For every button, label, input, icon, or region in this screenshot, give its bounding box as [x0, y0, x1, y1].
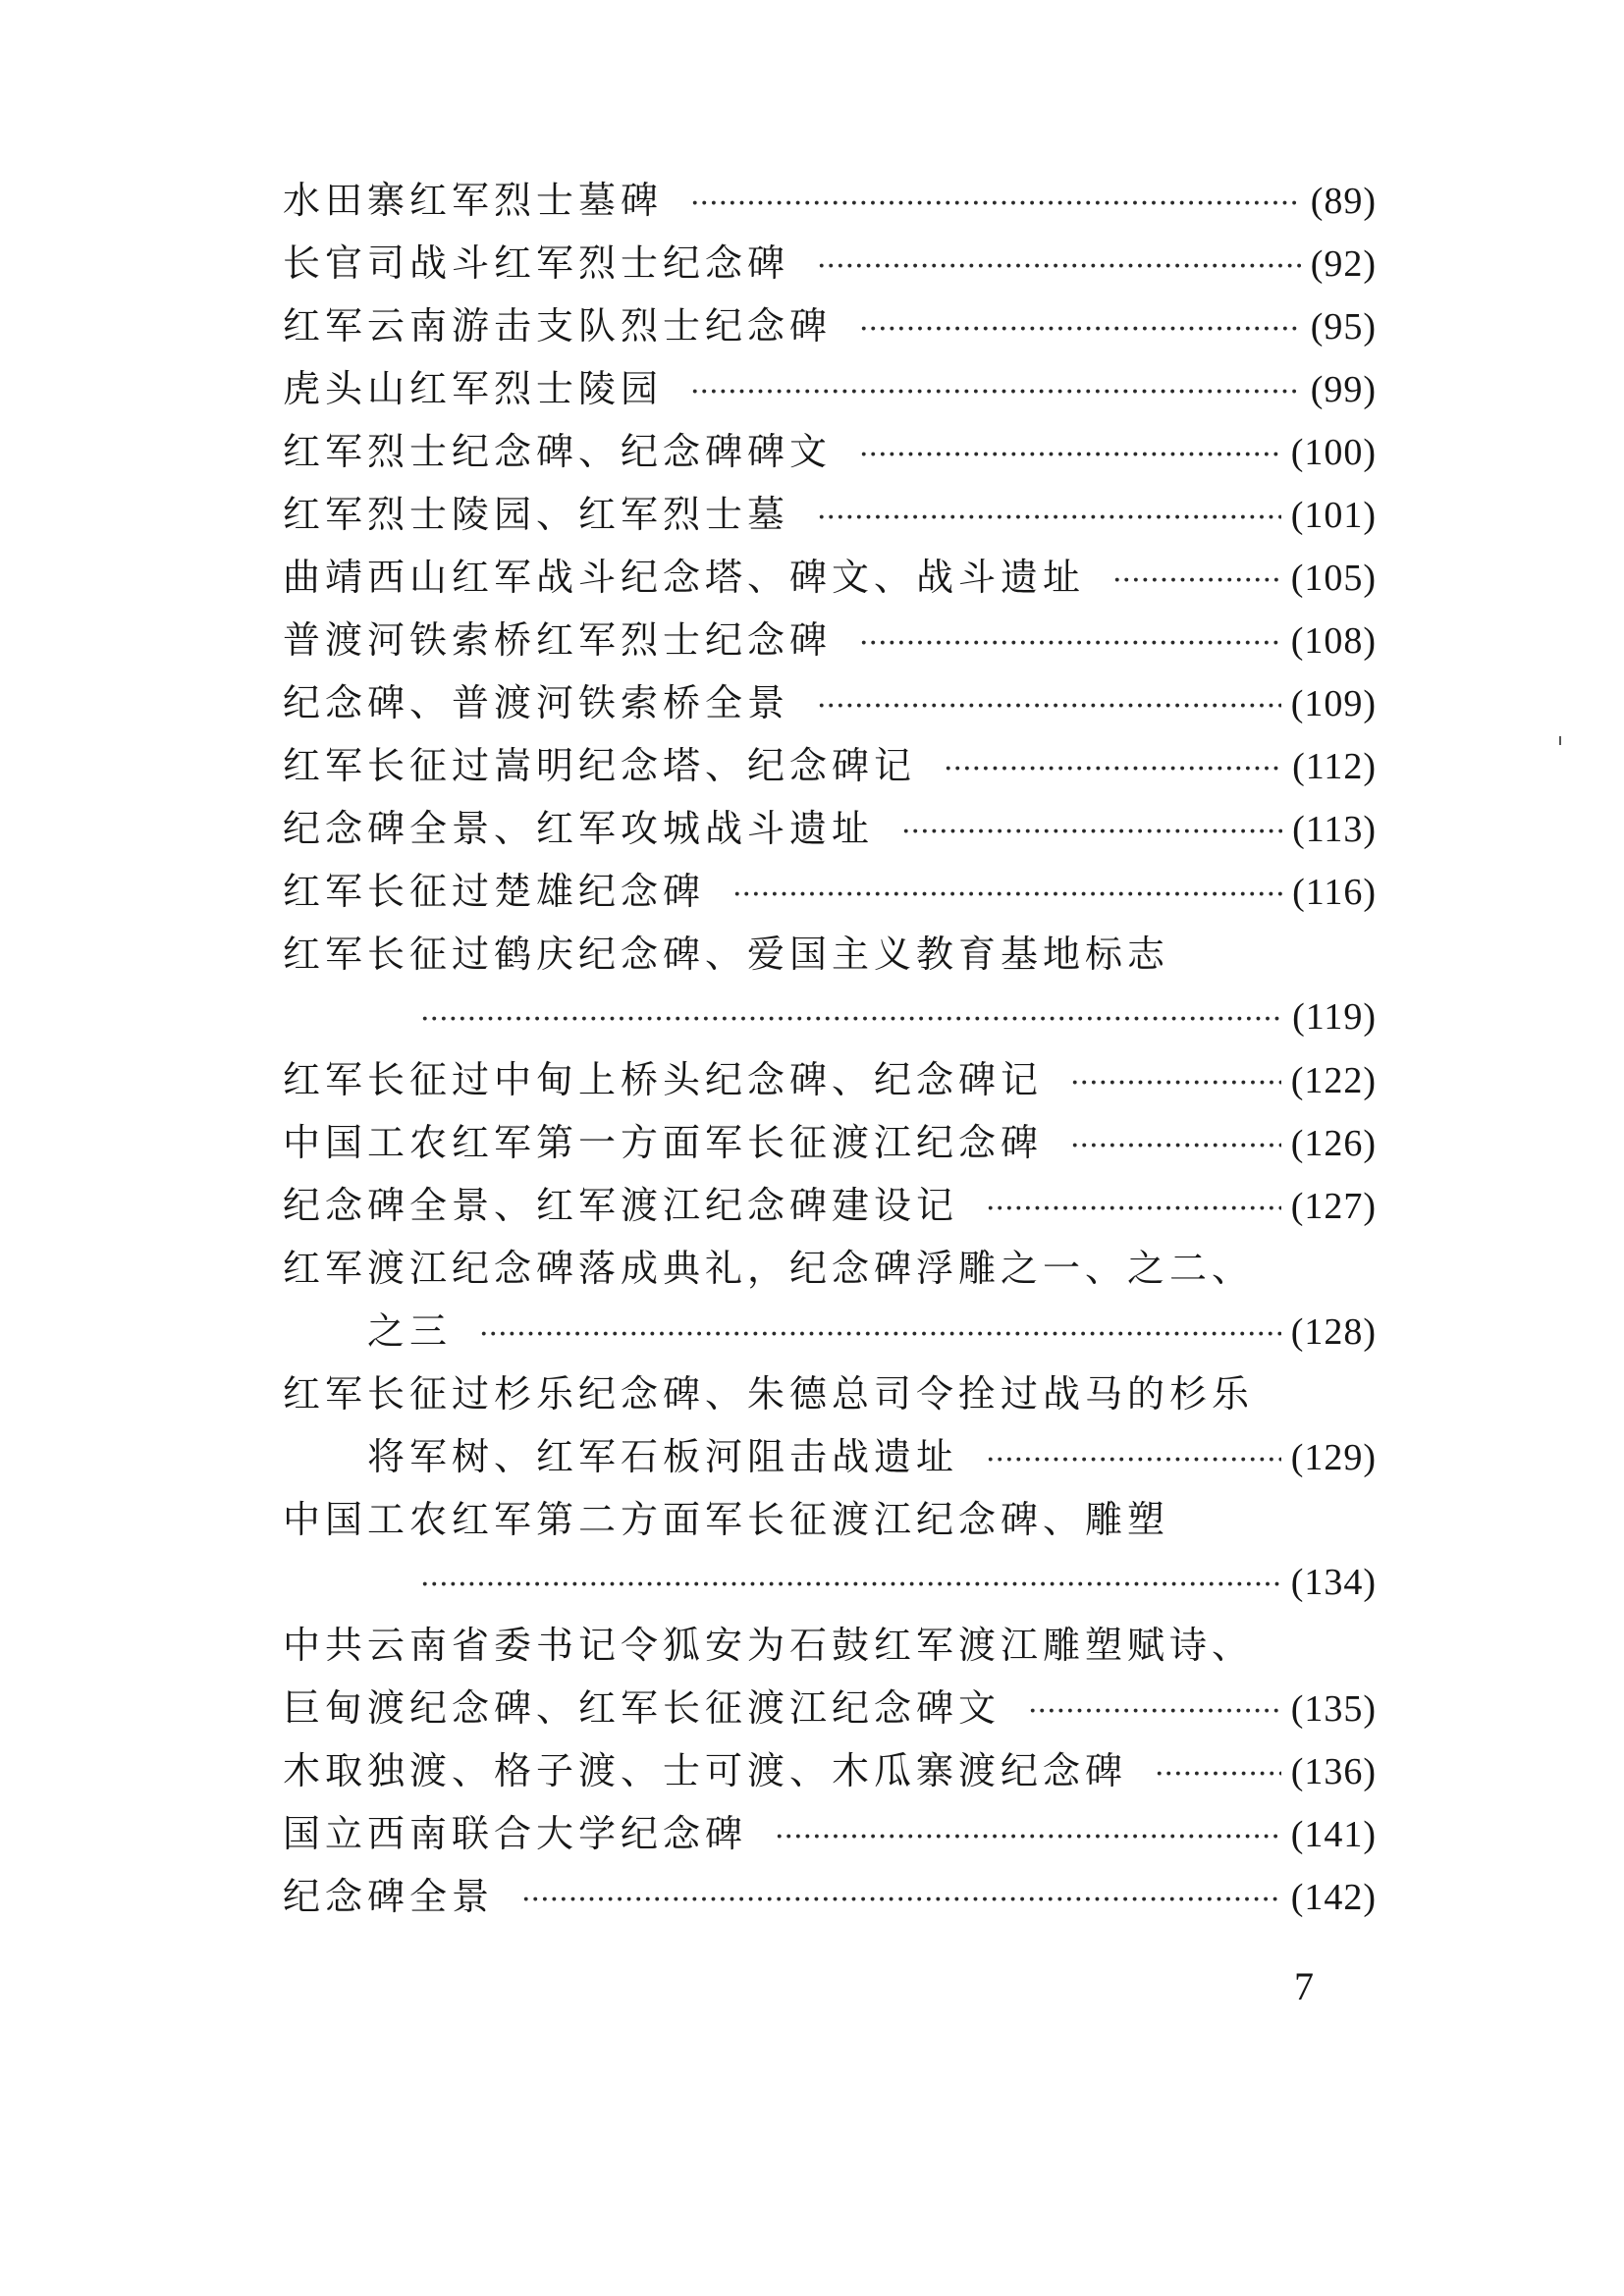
leader-dots [420, 1554, 1281, 1617]
toc-entry [283, 357, 1377, 420]
leader-dots [859, 424, 1281, 487]
toc-entry-title: 红军云南游击支队烈士纪念碑 [283, 304, 833, 347]
leader-dots [521, 1869, 1281, 1932]
scan-mark [1559, 736, 1561, 745]
toc-entry-page: (128) [1290, 1311, 1377, 1353]
toc-entry-page: (105) [1290, 558, 1377, 599]
toc-entry-page: (112) [1292, 746, 1377, 787]
toc-entry [283, 1865, 1377, 1928]
toc-entry-title: 红军长征过杉乐纪念碑、朱德总司令拴过战马的杉乐 [283, 1372, 1255, 1415]
leader-dots [817, 487, 1281, 550]
toc-entry-title-continued: 之三 [367, 1309, 453, 1353]
toc-entry [283, 483, 1377, 546]
leader-dots [420, 988, 1282, 1051]
toc-entry-title: 中国工农红军第一方面军长征渡江纪念碑 [283, 1121, 1044, 1164]
toc-entry-title: 红军长征过嵩明纪念塔、纪念碑记 [283, 744, 917, 787]
toc-entry-title: 红军烈士陵园、红军烈士墓 [283, 493, 790, 536]
leader-dots [859, 613, 1281, 675]
toc-entry [283, 734, 1377, 797]
leader-dots [1070, 1115, 1281, 1178]
toc-entry-page: (95) [1310, 306, 1377, 347]
toc-entry-title-line [283, 1488, 1377, 1551]
leader-dots [944, 738, 1282, 801]
leader-dots [1028, 1681, 1281, 1743]
toc-entry [283, 1111, 1377, 1174]
toc-entry-title: 红军长征过楚雄纪念碑 [283, 870, 706, 913]
leader-dots [1155, 1743, 1281, 1806]
toc-entry-page: (129) [1290, 1437, 1377, 1478]
toc-entry [283, 860, 1377, 923]
table-of-contents [283, 169, 1377, 1928]
leader-dots [690, 173, 1301, 236]
toc-entry-page: (135) [1290, 1688, 1377, 1730]
toc-entry [283, 609, 1377, 671]
leader-dots [775, 1806, 1281, 1869]
toc-entry-title: 红军烈士纪念碑、纪念碑碑文 [283, 430, 833, 473]
toc-entry-page: (136) [1290, 1751, 1377, 1792]
toc-entry-title-continued: 巨甸渡纪念碑、红军长征渡江纪念碑文 [283, 1686, 1001, 1730]
toc-entry-page: (116) [1292, 872, 1377, 913]
leader-dots [859, 298, 1301, 361]
toc-entry [283, 1048, 1377, 1111]
leader-dots [732, 864, 1282, 927]
leader-dots [479, 1304, 1281, 1366]
toc-entry-continuation [283, 1300, 1377, 1362]
toc-entry-title: 纪念碑、普渡河铁索桥全景 [283, 681, 790, 724]
toc-entry-title: 中共云南省委书记令狐安为石鼓红军渡江雕塑赋诗、 [283, 1624, 1255, 1667]
toc-entry [283, 420, 1377, 483]
toc-entry-title: 纪念碑全景、红军渡江纪念碑建设记 [283, 1184, 959, 1227]
toc-entry [283, 797, 1377, 860]
toc-entry-continuation [283, 1425, 1377, 1488]
toc-entry [283, 169, 1377, 232]
toc-entry-page: (100) [1290, 432, 1377, 473]
leader-dots [817, 675, 1281, 738]
toc-entry-page: (142) [1290, 1877, 1377, 1918]
toc-entry-page: (101) [1290, 495, 1377, 536]
toc-entry-title-line [283, 1614, 1377, 1677]
toc-entry-title: 纪念碑全景、红军攻城战斗遗址 [283, 807, 875, 850]
toc-entry-title-line [283, 1237, 1377, 1300]
toc-entry [283, 546, 1377, 609]
toc-entry [283, 1739, 1377, 1802]
toc-entry-title: 普渡河铁索桥红军烈士纪念碑 [283, 618, 833, 662]
toc-entry-page: (92) [1310, 243, 1377, 285]
toc-entry-title: 纪念碑全景 [283, 1875, 495, 1918]
toc-entry-page: (122) [1290, 1060, 1377, 1101]
toc-entry-page: (99) [1310, 369, 1377, 410]
toc-entry-leader-line [283, 1551, 1377, 1614]
toc-entry-title: 红军长征过中甸上桥头纪念碑、纪念碑记 [283, 1058, 1044, 1101]
toc-entry-title: 虎头山红军烈士陵园 [283, 367, 664, 410]
toc-entry [283, 1802, 1377, 1865]
toc-entry-page: (127) [1290, 1186, 1377, 1227]
leader-dots [1112, 550, 1281, 613]
leader-dots [901, 801, 1282, 864]
toc-entry-title: 水田寨红军烈士墓碑 [283, 179, 664, 222]
toc-entry-leader-line [283, 986, 1377, 1048]
toc-entry-title-continued: 将军树、红军石板河阻击战遗址 [367, 1435, 959, 1478]
leader-dots [817, 236, 1301, 298]
toc-entry [283, 1174, 1377, 1237]
page-number: 7 [1294, 1964, 1314, 2008]
leader-dots [986, 1178, 1281, 1241]
leader-dots [690, 361, 1301, 424]
toc-entry-title: 曲靖西山红军战斗纪念塔、碑文、战斗遗址 [283, 556, 1086, 599]
toc-entry-title: 木取独渡、格子渡、士可渡、木瓜寨渡纪念碑 [283, 1749, 1128, 1792]
toc-entry [283, 671, 1377, 734]
toc-entry-page: (109) [1290, 683, 1377, 724]
toc-entry-title-line [283, 923, 1377, 986]
toc-entry-page: (108) [1290, 620, 1377, 662]
toc-entry-title: 中国工农红军第二方面军长征渡江纪念碑、雕塑 [283, 1498, 1170, 1541]
toc-entry-title-line [283, 1362, 1377, 1425]
leader-dots [1070, 1052, 1281, 1115]
toc-entry-title: 国立西南联合大学纪念碑 [283, 1812, 748, 1855]
toc-entry-title: 长官司战斗红军烈士纪念碑 [283, 241, 790, 285]
toc-entry-page: (134) [1290, 1562, 1377, 1603]
toc-entry-page: (89) [1310, 181, 1377, 222]
toc-entry-page: (119) [1292, 996, 1377, 1038]
toc-entry-page: (126) [1290, 1123, 1377, 1164]
leader-dots [986, 1429, 1281, 1492]
toc-entry [283, 294, 1377, 357]
toc-entry-page: (141) [1290, 1814, 1377, 1855]
toc-entry-continuation [283, 1677, 1377, 1739]
toc-entry-title: 红军渡江纪念碑落成典礼，纪念碑浮雕之一、之二、 [283, 1247, 1255, 1290]
toc-entry-page: (113) [1292, 809, 1377, 850]
toc-entry-title: 红军长征过鹤庆纪念碑、爱国主义教育基地标志 [283, 933, 1170, 976]
toc-entry [283, 232, 1377, 294]
